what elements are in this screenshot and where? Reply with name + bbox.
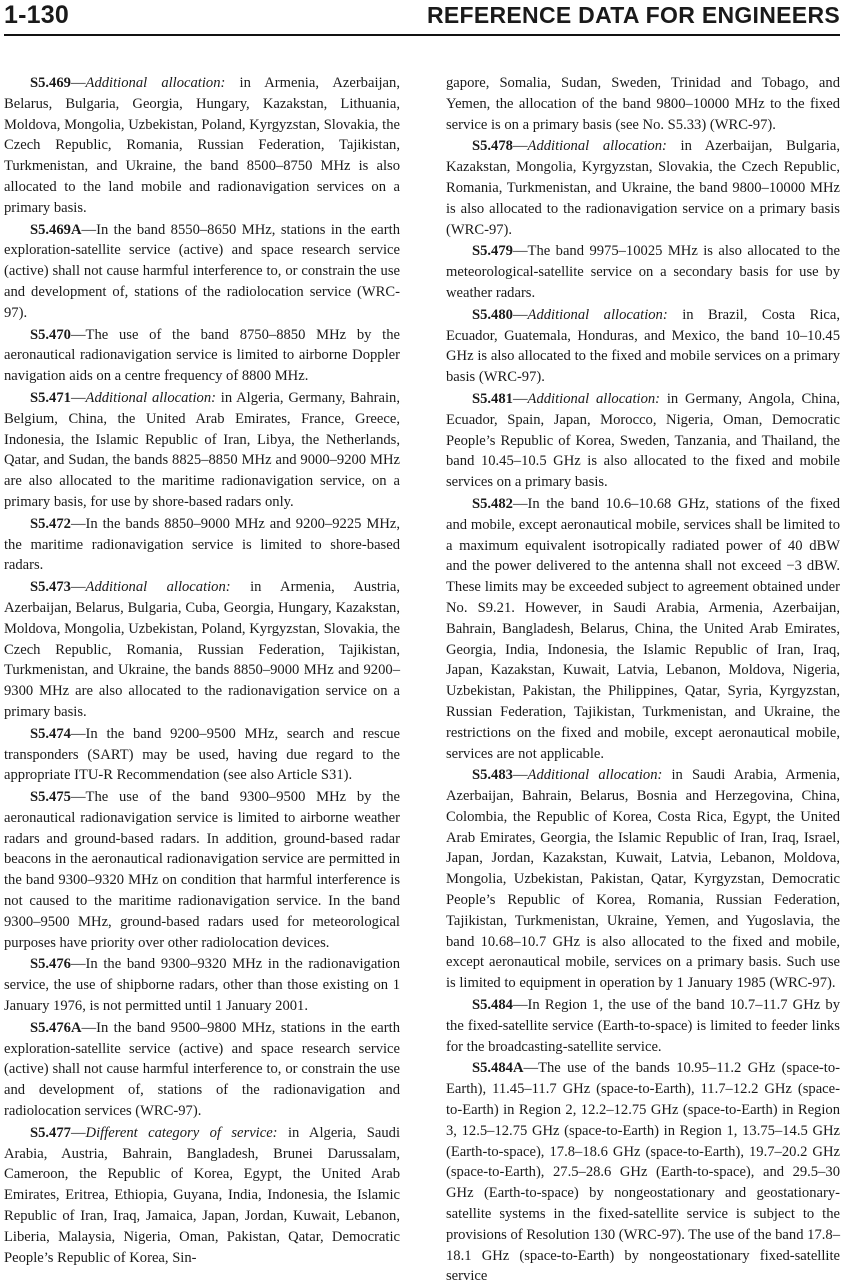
dash: — <box>70 515 86 532</box>
dash: — <box>70 326 86 343</box>
paragraph <box>4 1123 400 1269</box>
dash: — <box>512 997 528 1014</box>
paragraph <box>4 954 400 1016</box>
section-number: S5.470 <box>30 326 71 343</box>
dash: — <box>512 243 528 260</box>
paragraph <box>446 765 840 994</box>
allocation-label: Additional allocation: <box>85 75 226 91</box>
paragraph-text: The use of the bands 10.95–11.2 GHz (space-to-Earth), 11.45–11.7 GHz (space-to-Earth), 11.7–12.2 GHz (space-to-Earth) in Region 2, 12.2–12.75 GHz (space-to-Earth) in Region 3, 12.5–12.75 GHz (space-to-Earth) in Region 1, 13.75–14.5 GHz (Earth-to-space), 17.8–18.6 GHz (space-to-Earth), 19.7–20.2 GHz (space-to-Earth), 27.5–28.6 GHz (Earth-to-space), and 29.5–30 GHz (Earth-to-space) by nongeostationary and geostationary-satellite systems in the fixed-satellite service is subject to the provisions of Resolution 130 (WRC-97). The use of the band 17.8–18.1 GHz (space-to-Earth) by nongeostationary fixed-satellite service <box>446 1060 840 1285</box>
paragraph <box>4 1018 400 1122</box>
section-number: S5.482 <box>472 495 513 512</box>
paragraph-text: In the band 9500–9800 MHz, stations in the earth exploration-satellite service (active) and space research service (active) shall not cause harmful interference to, or constrain the use and development of, stations of the radionavigation and radiolocation services (WRC-97). <box>4 1019 400 1120</box>
paragraph-text: in Germany, Angola, China, Ecuador, Spain, Japan, Morocco, Nigeria, Oman, Democratic People’s Republic of Korea, Sweden, Tanzania, and Thailand, the band 10.45–10.5 GHz is also allocated to the fixed and mobile services on a primary basis. <box>446 390 840 491</box>
paragraph <box>4 514 400 576</box>
section-number: S5.469 <box>30 75 71 91</box>
dash: — <box>70 389 86 406</box>
section-number: S5.480 <box>472 306 513 323</box>
section-number: S5.481 <box>472 390 513 407</box>
paragraph <box>4 787 400 953</box>
paragraph-text: gapore, Somalia, Sudan, Sweden, Trinidad and Tobago, and Yemen, the allocation of the band 9800–10000 MHz to the fixed service is on a primary basis (see No. S5.33) (WRC-97). <box>446 75 840 133</box>
paragraph-text: The use of the band 9300–9500 MHz by the aeronautical radionavigation service is limited to airborne weather radars and ground-based radars. In addition, ground-based radar beacons in the aeronautical radionavigation service are permitted in the band 9300–9320 MHz on condition that harmful interference is not caused to the maritime radionavigation service. In the band 9300–9500 MHz, ground-based radars used for meteorological purposes have priority over other radiolocation devices. <box>4 789 400 951</box>
dash: — <box>512 138 528 155</box>
section-number: S5.484A <box>472 1060 524 1077</box>
paragraph <box>4 388 400 513</box>
paragraph <box>446 1058 840 1287</box>
section-number: S5.472 <box>30 515 71 532</box>
dash: — <box>70 1124 86 1141</box>
running-title: REFERENCE DATA FOR ENGINEERS <box>426 2 840 28</box>
section-number: S5.479 <box>472 243 513 260</box>
paragraph-text: in Armenia, Austria, Azerbaijan, Belarus, Bulgaria, Cuba, Georgia, Hungary, Kazakstan, Moldova, Mongolia, Uzbekistan, Poland, Kyrgyzstan, Slovakia, the Czech Republic, Romania, Russian Federation, Tajikistan, Turkmenistan, and Ukraine, the bands 8850–9000 MHz and 9200–9300 MHz are also allocated to the radionavigation service on a primary basis. <box>4 579 400 720</box>
allocation-label: Different category of service: <box>85 1124 278 1141</box>
allocation-label: Additional allocation: <box>527 767 663 784</box>
right-column <box>446 73 840 1288</box>
paragraph-text: The band 9975–10025 MHz is also allocated to the meteorological-satellite service on a secondary basis for use by weather radars. <box>446 243 840 301</box>
dash: — <box>81 221 97 238</box>
paragraph-text: In the band 9300–9320 MHz in the radionavigation service, the use of shipborne radars, other than those existing on 1 January 1976, is not permitted until 1 January 2001. <box>4 956 400 1015</box>
paragraph-text: in Algeria, Saudi Arabia, Austria, Bahrain, Bangladesh, Brunei Darussalam, Cameroon, the Republic of Korea, Egypt, the United Arab Emirates, Eritrea, Ethiopia, Guyana, India, Indonesia, the Islamic Republic of Iran, Iraq, Jamaica, Japan, Jordan, Kuwait, Lebanon, Liberia, Malaysia, Nigeria, Oman, Pakistan, Qatar, Democratic People’s Republic of Korea, Sin- <box>4 1124 400 1266</box>
allocation-label: Additional allocation: <box>527 306 668 323</box>
section-number: S5.474 <box>30 725 71 742</box>
paragraph-text: In the band 10.6–10.68 GHz, stations of the fixed and mobile, except aeronautical mobile, services shall be limited to a maximum equivalent isotropically radiated power of 40 dBW and the power delivered to the antenna shall not exceed −3 dBW. These limits may be exceeded subject to agreement obtained under No. S9.21. However, in Saudi Arabia, Armenia, Azerbaijan, Bahrain, Bangladesh, Belarus, China, the United Arab Emirates, Georgia, India, Indonesia, the Islamic Republic of Iran, Iraq, Japan, Kazakstan, Kuwait, Latvia, Lebanon, Moldova, Nigeria, Uzbekistan, Pakistan, the Philippines, Qatar, Syria, Kyrgyzstan, Russian Federation, Tajikistan, Turkmenistan, and Ukraine, the restrictions on the fixed and mobile, except aeronautical mobile, services are not applicable. <box>446 495 840 762</box>
paragraph <box>446 73 840 135</box>
paragraph-text: The use of the band 8750–8850 MHz by the aeronautical radionavigation service is limited to airborne Doppler navigation aids on a centre frequency of 8800 MHz. <box>4 326 400 385</box>
paragraph-text: in Armenia, Azerbaijan, Belarus, Bulgaria, Georgia, Hungary, Kazakstan, Lithuania, Moldova, Mongolia, Uzbekistan, Poland, Kyrgyzstan, Slovakia, the Czech Republic, Romania, Russian Federation, Tajikistan, Turkmenistan, and Ukraine, the band 8500–8750 MHz is also allocated to the land mobile and radionavigation services on a primary basis. <box>4 75 400 216</box>
section-number: S5.473 <box>30 579 71 596</box>
allocation-label: Additional allocation: <box>85 579 231 596</box>
paragraph <box>446 494 840 764</box>
paragraph <box>4 325 400 387</box>
paragraph <box>4 73 400 219</box>
paragraph-text: In the band 8550–8650 MHz, stations in the earth exploration-satellite service (active) and space research service (active) shall not cause harmful interference to, or constrain the use and development of, stations of the radiolocation service (WRC-97). <box>4 221 400 321</box>
paragraph-text: in Saudi Arabia, Armenia, Azerbaijan, Bahrain, Belarus, Bosnia and Herzegovina, China, Colombia, the Republic of Korea, Costa Rica, Egypt, the United Arab Emirates, Georgia, the Islamic Republic of Iran, Iraq, Israel, Japan, Jordan, Kazakstan, Kuwait, Latvia, Lebanon, Moldova, Mongolia, Uzbekistan, Pakistan, Qatar, Kyrgyzstan, Democratic People’s Republic of Korea, Romania, Russian Federation, Tajikistan, Turkmenistan, Ukraine, Yemen, and Yugoslavia, the band 10.68–10.7 GHz is also allocated to the fixed and mobile, except aeronautical mobile, services on a primary basis. Such use is limited to equipment in operation by 1 January 1985 (WRC-97). <box>446 767 840 992</box>
dash: — <box>512 767 528 784</box>
section-number: S5.476A <box>30 1019 82 1036</box>
section-number: S5.471 <box>30 389 71 406</box>
dash: — <box>70 725 86 742</box>
section-number: S5.483 <box>472 767 513 784</box>
page-number: 1-130 <box>4 1 69 29</box>
paragraph-text: in Azerbaijan, Bulgaria, Kazakstan, Mongolia, Kyrgyzstan, Slovakia, the Czech Republic, Romania, Turkmenistan, and Ukraine, the band 9800–10000 MHz is also allocated to the radionavigation service on a primary basis (WRC-97). <box>446 138 840 238</box>
dash: — <box>70 956 86 973</box>
paragraph <box>446 136 840 240</box>
section-number: S5.469A <box>30 221 82 238</box>
dash: — <box>523 1060 539 1077</box>
allocation-label: Additional allocation: <box>85 389 216 406</box>
left-column <box>4 73 400 1269</box>
section-number: S5.476 <box>30 956 71 973</box>
paragraph <box>446 241 840 303</box>
paragraph <box>4 577 400 723</box>
dash: — <box>70 579 86 596</box>
paragraph-text: In the band 9200–9500 MHz, search and rescue transponders (SART) may be used, having due regard to the appropriate ITU-R Recommendation (see also Article S31). <box>4 725 400 784</box>
dash: — <box>81 1019 97 1036</box>
section-number: S5.475 <box>30 789 71 806</box>
paragraph-text: In Region 1, the use of the band 10.7–11.7 GHz by the fixed-satellite service (Earth-to-space) is limited to feeder links for the broadcasting-satellite service. <box>446 997 840 1055</box>
page-header <box>4 0 840 36</box>
paragraph-text: in Brazil, Costa Rica, Ecuador, Guatemala, Honduras, and Mexico, the band 10–10.45 GHz is also allocated to the fixed and mobile services on a primary basis (WRC-97). <box>446 306 840 386</box>
paragraph-text: in Algeria, Germany, Bahrain, Belgium, China, the United Arab Emirates, France, Greece, Indonesia, the Islamic Republic of Iran, Libya, the Netherlands, Qatar, and Sudan, the bands 8825–8850 MHz and 9000–9200 MHz are also allocated to the maritime radionavigation service, on a primary basis, for use by shore-based radars only. <box>4 389 400 510</box>
section-number: S5.478 <box>472 138 513 155</box>
paragraph <box>446 305 840 388</box>
paragraph <box>4 724 400 786</box>
allocation-label: Additional allocation: <box>527 138 667 155</box>
dash: — <box>70 75 86 91</box>
allocation-label: Additional allocation: <box>527 390 661 407</box>
dash: — <box>70 789 86 806</box>
dash: — <box>512 306 528 323</box>
paragraph <box>4 220 400 324</box>
section-number: S5.484 <box>472 997 513 1014</box>
section-number: S5.477 <box>30 1124 71 1141</box>
dash: — <box>512 495 528 512</box>
paragraph-text: In the bands 8850–9000 MHz and 9200–9225 MHz, the maritime radionavigation service is limited to shore-based radars. <box>4 515 400 574</box>
paragraph <box>446 995 840 1057</box>
dash: — <box>512 390 528 407</box>
paragraph <box>446 389 840 493</box>
